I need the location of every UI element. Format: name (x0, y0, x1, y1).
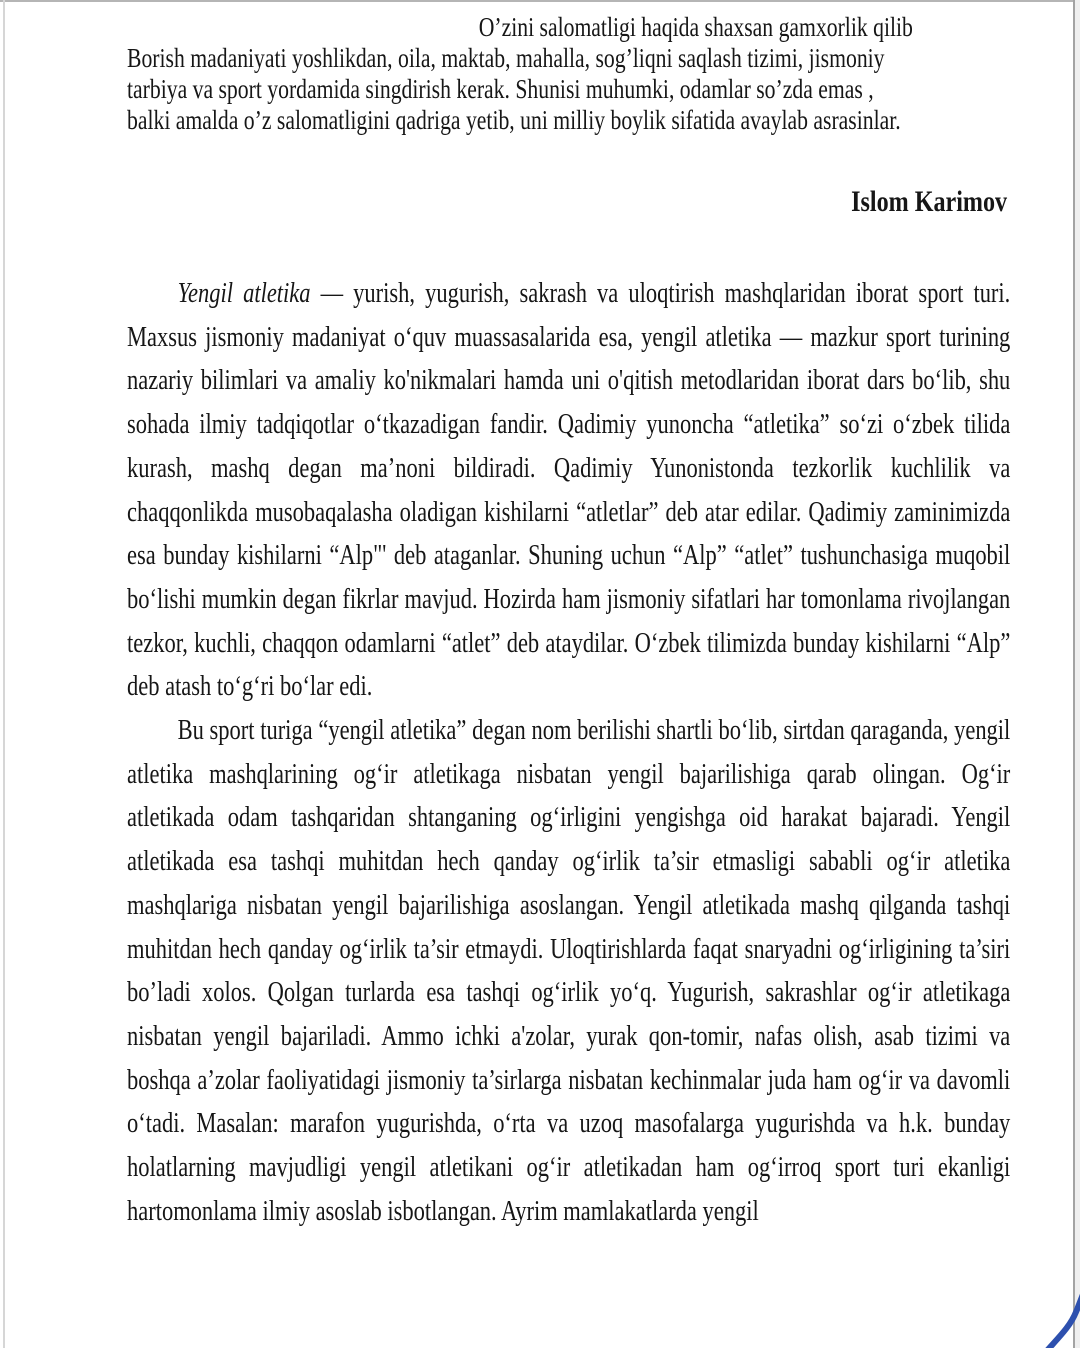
epigraph-line: Borish madaniyati yoshlikdan, oila, maktab, mahalla, sog’liqni saqlash tizimi, jismoniy (127, 43, 885, 73)
body-text (127, 272, 1010, 1233)
epigraph (127, 12, 1010, 136)
page-edge-right (1073, 0, 1075, 1348)
paragraph-lead-italic: Yengil atletika (177, 278, 311, 309)
epigraph-line: O’zini salomatligi haqida shaxsan gamxorlik qilib (478, 12, 913, 42)
document-content (127, 12, 1010, 1233)
page-edge-left (3, 0, 5, 1348)
epigraph-attribution: Islom Karimov (851, 185, 1008, 218)
epigraph-line: balki amalda o’z salomatligini qadriga yetib, uni milliy boylik sifatida avaylab asrasinlar. (127, 105, 901, 135)
paragraph-light-vs-heavy-athletics (127, 709, 1010, 1233)
page-margin-strip (1075, 0, 1080, 1348)
page-edge-top (0, 0, 1080, 2)
epigraph-line: tarbiya va sport yordamida singdirish kerak. Shunisi muhumki, odamlar so’zda emas , (127, 74, 874, 104)
paragraph-text: Bu sport turiga “yengil atletika” degan nom berilishi shartli bo‘lib, sirtdan qaraganda, yengil atletika mashqlarining og‘ir atletikaga nisbatan yengil bajarilishiga qarab olingan. Og‘ir atletikada odam tashqaridan shtanganing og‘irligini yengishga oid harakat bajaradi. Yengil atletikada esa tashqi muhitdan hech qanday og‘irlik ta’sir etmasligi sababli og‘ir atletika mashqlariga nisbatan yengil bajarilishiga asoslangan. Yengil atletikada mashq qilganda tashqi muhitdan hech qanday og‘irlik ta’sir etmaydi. Uloqtirishlarda faqat snaryadni og‘irligining ta’siri bo’ladi xolos. Qolgan turlarda esa tashqi og‘irlik yo‘q. Yugurish, sakrashlar og‘ir atletikaga nisbatan yengil bajariladi. Ammo ichki a'zolar, yurak qon-tomir, nafas olish, asab tizimi va boshqa a’zolar faoliyatidagi jismoniy ta’sirlarga nisbatan kechinmalar juda ham og‘ir va davomli o‘tadi. Masalan: marafon yugurishda, o‘rta va uzoq masofalarga yugurishda va h.k. bunday holatlarning mavjudligi yengil atletikani og‘ir atletikadan ham og‘irroq sport turi ekanligi hartomonlama ilmiy asoslab isbotlangan. Ayrim mamlakatlarda yengil (127, 715, 1011, 1227)
paragraph-text: — yurish, yugurish, sakrash va uloqtirish mashqlaridan iborat sport turi. Maxsus jismoniy madaniyat o‘quv muassasalarida esa, yengil atletika — mazkur sport turining nazariy bilimlari va amaliy ko'nikmalari hamda uni o'qitish metodlaridan iborat dars bo‘lib, shu sohada ilmiy tadqiqotlar o‘tkazadigan fandir. Qadimiy yunoncha “atletika” so‘zi o‘zbek tilida kurash, mashq degan ma’noni bildiradi. Qadimiy Yunonistonda tezkorlik kuchlilik va chaqqonlikda musobaqalasha oladigan kishilarni “atletlar” deb atar edilar. Qadimiy zaminimizda esa bunday kishilarni “Alp"' deb ataganlar. Shuning uchun “Alp” “atlet” tushunchasiga muqobil bo‘lishi mumkin degan fikrlar mavjud. Hozirda ham jismoniy sifatlari har tomonlama rivojlangan tezkor, kuchli, chaqqon odamlarni “atlet” deb ataydilar. O‘zbek tilimizda bunday kishilarni “Alp” deb atash to‘g‘ri bo‘lar edi. (127, 278, 1011, 703)
paragraph-athletics-definition (127, 272, 1010, 709)
